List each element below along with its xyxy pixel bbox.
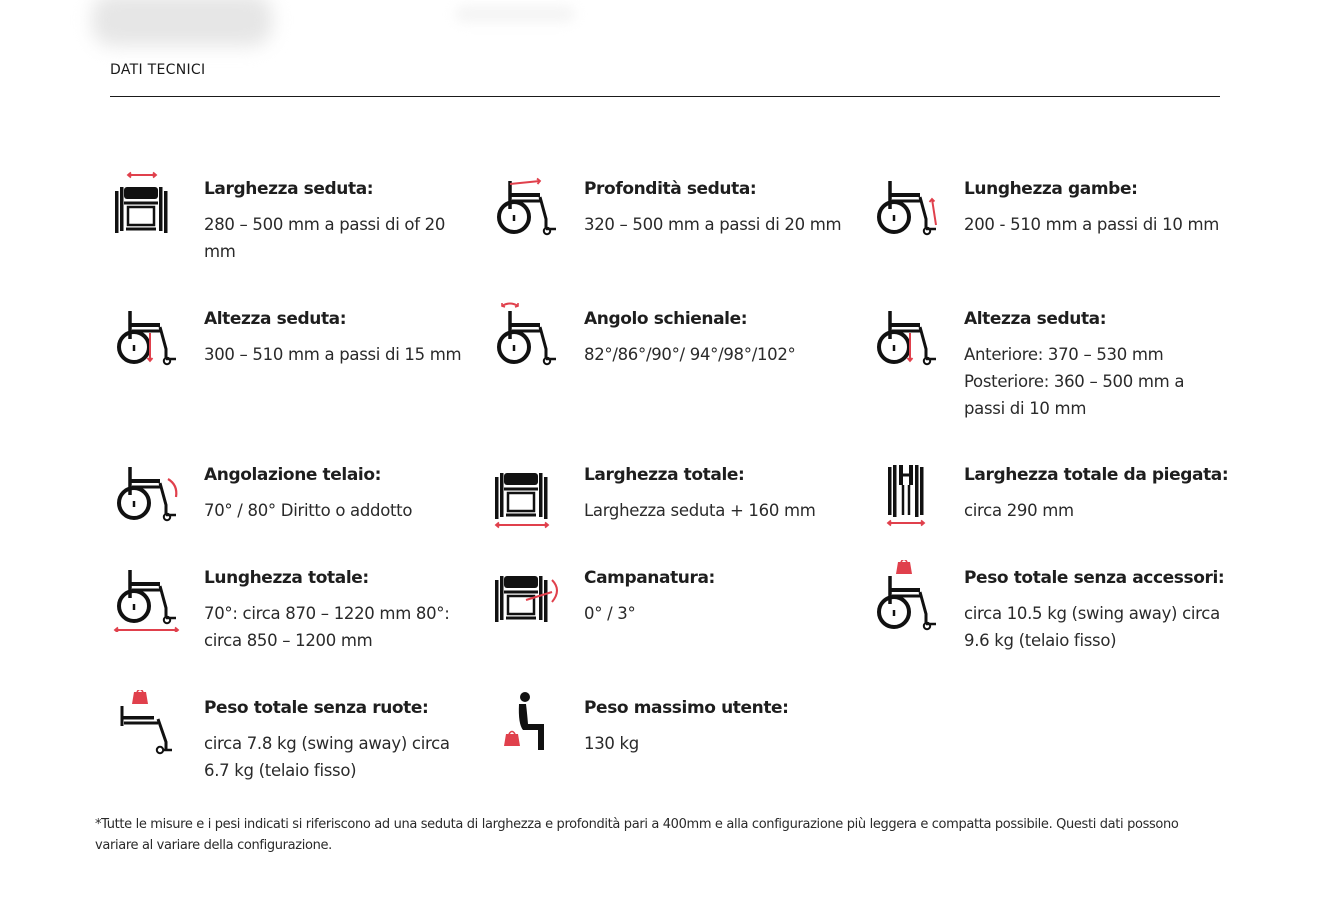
seat-height-icon (110, 301, 182, 373)
spec-value: Anteriore: 370 – 530 mm Posteriore: 360 – 500 mm a passi di 10 mm (964, 345, 1185, 418)
spec-value: circa 7.8 kg (swing away) circa 6.7 kg (telaio fisso) (204, 734, 450, 780)
section-divider (110, 96, 1220, 97)
spec-value: circa 290 mm (964, 501, 1074, 520)
spec-value: 0° / 3° (584, 604, 636, 623)
seat-width-icon (110, 171, 182, 243)
folded-width-icon (870, 457, 942, 529)
spec-label: Larghezza totale: (584, 465, 745, 485)
header-nav (455, 6, 575, 22)
spec-label: Angolo schienale: (584, 309, 748, 329)
total-width-icon (490, 457, 562, 529)
total-weight-icon (870, 560, 942, 632)
weight-without-wheels-icon (110, 690, 182, 762)
spec-value: 130 kg (584, 734, 639, 753)
spec-label: Altezza seduta: (204, 309, 347, 329)
seat-depth-icon (490, 171, 562, 243)
spec-value: Larghezza seduta + 160 mm (584, 501, 816, 520)
spec-value: 300 – 510 mm a passi di 15 mm (204, 345, 462, 364)
spec-value: 82°/86°/90°/ 94°/98°/102° (584, 345, 796, 364)
frame-angle-icon (110, 457, 182, 529)
spec-label: Peso totale senza accessori: (964, 568, 1225, 588)
footnote: *Tutte le misure e i pesi indicati si riferiscono ad una seduta di larghezza e profondità pari a 400mm e alla configurazione più leggera e compatta possibile. Questi dati possono variare al variare della configurazione. (95, 817, 1179, 853)
leg-length-icon (870, 171, 942, 243)
total-length-icon (110, 560, 182, 632)
camber-icon (490, 560, 562, 632)
spec-value: 320 – 500 mm a passi di 20 mm (584, 215, 842, 234)
spec-label: Peso totale senza ruote: (204, 698, 429, 718)
spec-label: Campanatura: (584, 568, 715, 588)
spec-label: Lunghezza gambe: (964, 179, 1138, 199)
front-rear-seat-height-icon (870, 301, 942, 373)
spec-value: circa 10.5 kg (swing away) circa 9.6 kg (telaio fisso) (964, 604, 1220, 650)
spec-label: Peso massimo utente: (584, 698, 789, 718)
spec-value: 280 – 500 mm a passi di of 20 mm (204, 215, 446, 261)
spec-label: Larghezza seduta: (204, 179, 374, 199)
spec-value: 70°: circa 870 – 1220 mm 80°: circa 850 – 1200 mm (204, 604, 450, 650)
section-title: DATI TECNICI (110, 62, 206, 78)
spec-value: 70° / 80° Diritto o addotto (204, 501, 413, 520)
spec-label: Larghezza totale da piegata: (964, 465, 1229, 485)
spec-label: Profondità seduta: (584, 179, 757, 199)
spec-label: Lunghezza totale: (204, 568, 369, 588)
brand-logo (92, 0, 272, 46)
spec-label: Altezza seduta: (964, 309, 1107, 329)
max-user-weight-icon (490, 690, 562, 762)
spec-value: 200 - 510 mm a passi di 10 mm (964, 215, 1220, 234)
backrest-angle-icon (490, 301, 562, 373)
spec-label: Angolazione telaio: (204, 465, 382, 485)
